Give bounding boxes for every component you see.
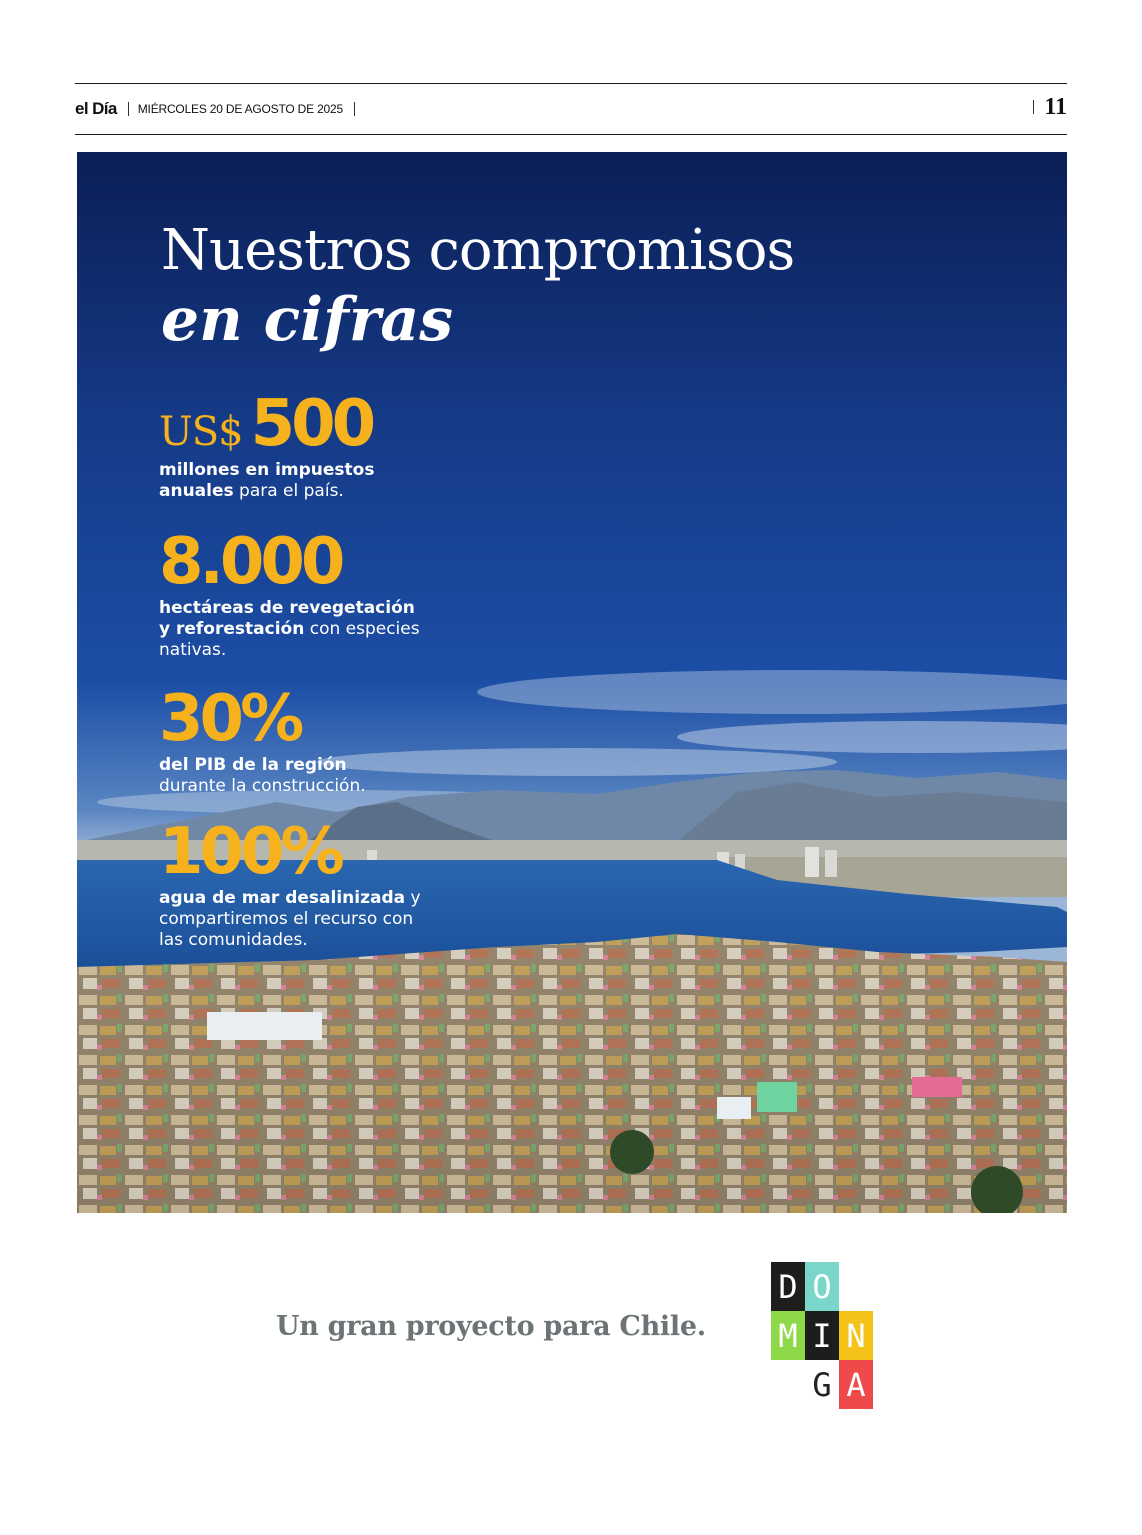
stat-description-rest: durante la construcción. bbox=[159, 776, 366, 796]
logo-letter: N bbox=[839, 1311, 873, 1360]
logo-letter: I bbox=[805, 1311, 839, 1360]
stat-description-bold: del PIB de la región bbox=[159, 755, 347, 775]
newspaper-name: el Día bbox=[75, 99, 117, 118]
bottom-rule bbox=[75, 134, 1067, 135]
logo-letter: A bbox=[839, 1360, 873, 1409]
stat-description-bold: hectáreas de revegetación y reforestación bbox=[159, 598, 415, 639]
stat-value: 8.000 bbox=[159, 525, 342, 599]
headline-line-1: Nuestros compromisos bbox=[161, 218, 795, 283]
masthead-separator bbox=[128, 102, 129, 116]
stat-description-bold: agua de mar desalinizada bbox=[159, 888, 406, 908]
stat-desalinated-water bbox=[159, 815, 424, 951]
stat-currency-prefix: US$ bbox=[159, 409, 243, 455]
stat-gdp bbox=[159, 682, 389, 797]
stat-hectares bbox=[159, 525, 424, 661]
page-number-block bbox=[1033, 94, 1067, 120]
headline-line-2: en cifras bbox=[161, 285, 454, 355]
masthead bbox=[75, 96, 364, 122]
stat-value: 30% bbox=[159, 682, 301, 756]
advertisement-photo-panel bbox=[77, 152, 1067, 1213]
top-rule bbox=[75, 83, 1067, 84]
issue-date: MIÉRCOLES 20 DE AGOSTO DE 2025 bbox=[137, 102, 343, 116]
page-number-separator bbox=[1033, 100, 1034, 114]
stat-description-bold: millones en impuestos anuales bbox=[159, 460, 375, 501]
page-number: 11 bbox=[1044, 94, 1067, 120]
ad-headline bbox=[161, 218, 794, 356]
dominga-logo bbox=[771, 1262, 874, 1409]
stat-description-rest: y compartiremos el recurso con las comunidades. bbox=[159, 888, 421, 950]
stat-value: 100% bbox=[159, 815, 341, 889]
stat-value: 500 bbox=[250, 387, 373, 461]
masthead-separator bbox=[354, 102, 355, 116]
stat-taxes bbox=[159, 387, 389, 502]
ad-slogan: Un gran proyecto para Chile. bbox=[276, 1311, 706, 1342]
logo-letter: D bbox=[771, 1262, 805, 1311]
logo-letter: O bbox=[805, 1262, 839, 1311]
stat-description-rest: para el país. bbox=[233, 481, 344, 501]
logo-letter: G bbox=[805, 1360, 839, 1409]
logo-letter: M bbox=[771, 1311, 805, 1360]
stat-description-rest: con especies nativas. bbox=[159, 619, 420, 660]
